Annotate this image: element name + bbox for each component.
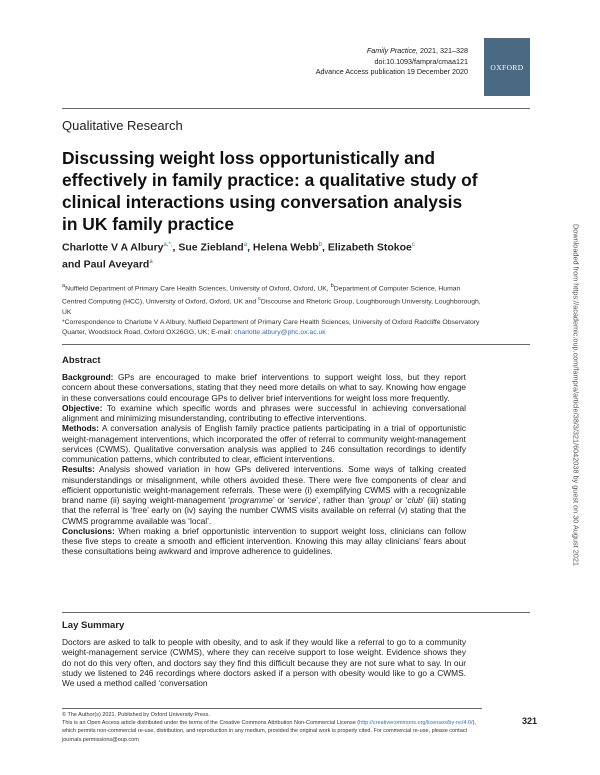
download-sidebar-text[interactable]: Downloaded from https://academic.oup.com/fampra/article/38/3/321/6042038 by guest on 30 August 2021 — [571, 224, 581, 566]
footer-divider — [62, 708, 482, 709]
author-sup[interactable]: c — [411, 242, 415, 248]
author-sup[interactable]: b — [318, 242, 322, 248]
correspondence-text: *Correspondence to Charlotte V A Albury, Nuffield Department of Primary Care Health Sciences, University of Oxford Radcliffe Observatory Quarter, Woodstock Road, Oxford OX26GG, UK; E-mail: — [62, 319, 480, 336]
results-label: Results: — [62, 464, 95, 475]
results-group: group — [369, 495, 391, 505]
license-link[interactable]: http://creativecommons.org/licenses/by-nc/4.0/ — [359, 720, 473, 727]
journal-header — [316, 46, 468, 78]
results-service: service — [289, 495, 317, 505]
email-link[interactable]: charlotte.albury@phc.ox.ac.uk — [234, 329, 326, 336]
abstract-background — [62, 372, 466, 403]
journal-name: Family Practice, — [366, 46, 419, 55]
results-text: ’ or ‘ — [390, 495, 408, 505]
abstract-divider — [62, 344, 530, 345]
oxford-logo-text: OXFORD — [490, 62, 524, 72]
author-name: Helena Webb — [252, 241, 319, 254]
results-text: ’ (iii) stating that the referral is ‘free’ early on (iv) saying the number CWMS visits available on referral (v) stating that the CWMS programme available was ‘local’. — [62, 495, 467, 526]
background-text: GPs are encouraged to make brief interventions to support weight loss, but they report concern about these conversations, stating that they need more details on what to say. Knowing how engage in these conversations could encourage GPs to deliver brief interventions for weight loss more frequently. — [62, 372, 466, 403]
license-footer — [62, 711, 482, 744]
header-divider — [62, 108, 530, 109]
section-label: Qualitative Research — [62, 118, 183, 133]
author-name: Charlotte V A Albury — [62, 241, 164, 254]
results-text: Analysis showed variation in how GPs delivered interventions. Some ways of talking created misunderstandings or misalignment, while others avoided these. There were five components of clear and efficient opportunistic weight-management referrals. These were (i) exemplifying CWMS with a recognizable brand name (ii) saying weight-management ‘ — [62, 464, 466, 505]
conclusions-text: When making a brief opportunistic intervention to support weight loss, clinicians can follow these five steps to create a smooth and efficient intervention. Knowing this may allay clinicians’ fears about these consultations being awkward and improve adherence to guidelines. — [62, 525, 466, 557]
affil-c: Discourse and Rhetoric Group, Loughborough University, Loughborough, UK — [62, 298, 481, 316]
author-sup[interactable]: a,*, — [163, 242, 173, 248]
conclusions-label: Conclusions: — [62, 525, 115, 536]
affil-sup-a: a — [62, 283, 66, 289]
author-name: Sue Ziebland — [178, 241, 244, 254]
results-text: ’, rather than ‘ — [316, 495, 370, 505]
affil-b: Department of Computer Science, Human Centred Computing (HCC), University of Oxford, Oxford, UK and — [62, 285, 461, 306]
journal-pages: 2021, 321–328 — [418, 46, 468, 55]
methods-text: A conversation analysis of English family practice patients participating in a trial of opportunistic weight-management interventions, which incorporated the offer of referral to community weight-management services (CWMS). Qualitative conversation analysis was applied to 246 consultation recordings to identify communication patterns, which contributed to clear, efficient interventions. — [62, 423, 466, 464]
journal-citation — [316, 46, 468, 57]
affil-sup-c: c — [258, 296, 261, 303]
methods-label: Methods: — [62, 423, 100, 434]
doi[interactable]: doi:10.1093/fampra/cmaa121 — [374, 56, 468, 66]
page-number: 321 — [522, 716, 538, 726]
abstract-methods — [62, 423, 466, 464]
results-programme: programme — [230, 495, 273, 505]
objective-label: Objective: — [62, 402, 103, 413]
lay-summary-text: Doctors are asked to talk to people with obesity, and to ask if they would like a referral to go to a community weight-management service (CWMS), where they can receive support to lose weight. Evidence shows they do not do this very often, and doctors say they find this difficult because they are not sure what to say. In our study we listened to 246 recordings where doctors asked if a person with obesity would like to go a CWMS. We used a method called ‘conversation — [62, 637, 466, 688]
abstract-conclusions — [62, 526, 466, 557]
affiliations — [62, 281, 482, 318]
abstract-objective — [62, 403, 466, 424]
objective-text: To examine which specific words and phrases were successful in achieving conversational alignment and minimizing misunderstanding, contributing to effective interventions. — [62, 402, 466, 423]
lay-summary-divider — [62, 612, 530, 613]
lay-summary-heading: Lay Summary — [62, 620, 125, 631]
license-line: This is an Open Access article distributed under the terms of the Creative Commons Attribution Non-Commercial License ( — [62, 720, 360, 727]
abstract-heading: Abstract — [62, 355, 101, 366]
article-title: Discussing weight loss opportunistically and effectively in family practice: a qualitative study of clinical interactions using conversation analysis in UK family practice — [62, 148, 478, 234]
author-list — [62, 238, 482, 272]
correspondence — [62, 318, 482, 338]
oxford-logo — [484, 38, 530, 96]
abstract-results — [62, 464, 466, 526]
results-club: club — [407, 495, 423, 505]
author-sup[interactable]: a — [149, 259, 153, 265]
affil-a: Nuffield Department of Primary Care Health Sciences, University of Oxford, Oxford, UK, — [65, 285, 331, 293]
author-sep: , — [172, 241, 179, 254]
results-text: ’ or ‘ — [272, 495, 290, 505]
license-text — [62, 719, 482, 744]
download-sidebar — [571, 210, 581, 580]
author-sep: , — [247, 241, 253, 254]
author-name: and Paul Aveyard — [62, 258, 150, 271]
background-label: Background: — [62, 372, 114, 382]
author-name: Elizabeth Stokoe — [327, 241, 412, 254]
license-line-end: ), which permits non-commercial re-use, distribution, and reproduction in any medium, provided the original work is properly cited. For commercial re-use, please contact journals.permissions@oup.com — [62, 720, 476, 743]
author-sep: , — [322, 241, 328, 254]
advance-access: Advance Access publication 19 December 2020 — [315, 67, 468, 76]
copyright-line: © The Author(s) 2021. Published by Oxford University Press. — [62, 712, 210, 718]
abstract-body — [62, 372, 466, 557]
author-sup[interactable]: a — [243, 242, 248, 248]
affil-sup-b: b — [330, 283, 334, 289]
